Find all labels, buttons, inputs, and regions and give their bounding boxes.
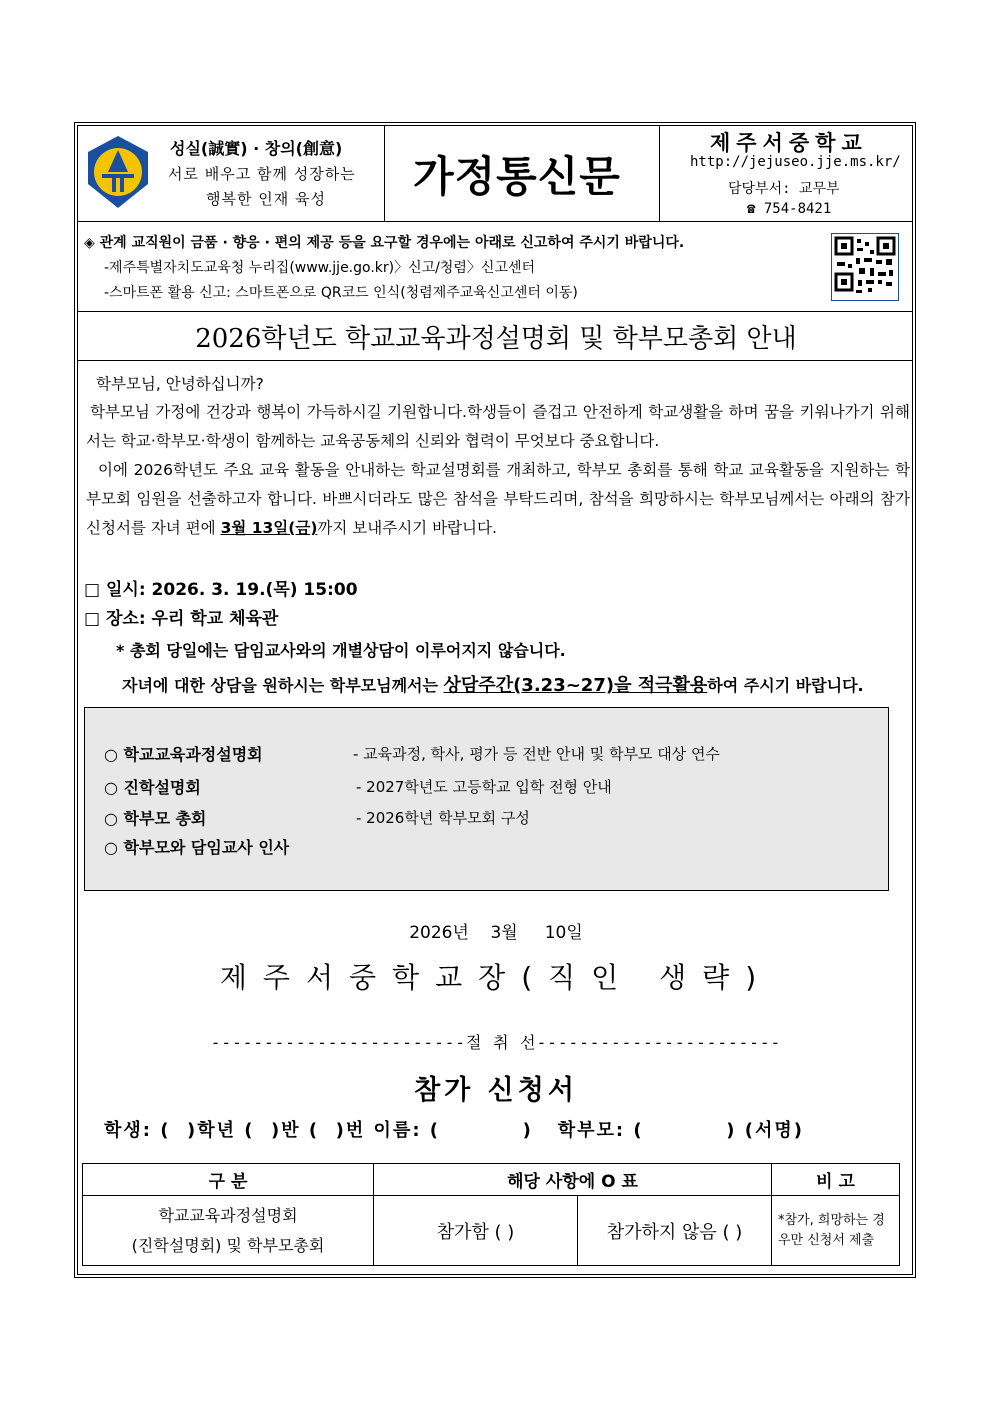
qr-code-icon xyxy=(831,233,899,301)
program-desc-2: - 2027학년도 고등학교 입학 전형 안내 xyxy=(356,778,612,796)
program-name-1: ○ 학교교육과정설명회 xyxy=(104,745,263,764)
table-header-mark: 해당 사항에 O 표 xyxy=(374,1164,772,1196)
application-table xyxy=(82,1163,900,1266)
paragraph-2-text-a: 이에 2026학년도 주요 교육 활동을 안내하는 학교설명회를 개최하고, 학부모 총회를 통해 학교 교육활동을 지원하는 학부모회 임원을 선출하고자 합니다. 바쁘시더라도 많은 참석을 부탁드리며, 참석을 희망하시는 학부모님께서는 아래의 참가신청서를 자녀 편에 xyxy=(86,461,910,537)
program-box xyxy=(84,707,889,891)
note-consultation-text-a: 자녀에 대한 상담을 원하시는 학부모님께서는 xyxy=(122,676,444,695)
paragraph-1: 학부모님 가정에 건강과 행복이 가득하시길 기원합니다.학생들이 즐겁고 안전하게 학교생활을 하며 꿈을 키워나가기 위해서는 학교·학부모·학생이 함께하는 교육공동체의 신뢰와 협력이 무엇보다 중요합니다. xyxy=(86,403,910,450)
motto-line-3: 행복한 인재 육성 xyxy=(206,190,326,208)
form-fields: 학생: ( )학년 ( )반 ( )번 이름: ( ) 학부모: ( ) (서명) xyxy=(104,1120,804,1141)
document-title: 2026학년도 학교교육과정설명회 및 학부모총회 안내 xyxy=(195,324,797,354)
school-name: 제주서중학교 xyxy=(710,131,868,155)
cut-line: ------------------------절 취 선----------------------- xyxy=(210,1033,782,1052)
header-divider-right xyxy=(659,125,660,221)
title-bottom-line xyxy=(77,360,913,361)
table-remarks-note: *참가, 희망하는 경우만 신청서 제출 xyxy=(772,1196,900,1266)
school-emblem-icon xyxy=(82,134,154,210)
event-date: □ 일시: 2026. 3. 19.(목) 15:00 xyxy=(84,580,358,600)
notice-main: ◈ 관계 교직원이 금품 · 향응 · 편의 제공 등을 요구할 경우에는 아래로 신고하여 주시기 바랍니다. xyxy=(84,235,685,251)
notice-line-1: -제주특별자치도교육청 누리집(www.jje.go.kr)〉신고/청렴〉신고센터 xyxy=(104,260,536,276)
table-row-label-line-2: (진학설명회) 및 학부모총회 xyxy=(131,1235,325,1255)
note-consultation-text-b: 하여 주시기 바랍니다. xyxy=(707,676,864,695)
school-phone: ☎ 754-8421 xyxy=(747,201,832,217)
motto-line-1: 성실(誠實) · 창의(創意) xyxy=(170,139,343,158)
note-consultation-week xyxy=(122,671,864,697)
deadline-date: 3월 13일(금) xyxy=(220,519,318,537)
program-name-4: ○ 학부모와 담임교사 인사 xyxy=(104,838,290,857)
principal-signature: 제주서중학교장(직인 생략) xyxy=(219,961,773,994)
table-header-category: 구 분 xyxy=(83,1164,374,1196)
program-desc-3: - 2026학년 학부모회 구성 xyxy=(356,809,530,827)
program-desc-1: - 교육과정, 학사, 평가 등 전반 안내 및 학부모 대상 연수 xyxy=(353,745,720,763)
consultation-week-emphasis: 상담주간(3.23~27)을 적극활용 xyxy=(443,675,708,696)
notice-bottom-line xyxy=(77,311,913,312)
issue-date: 2026년 3월 10일 xyxy=(409,923,583,943)
header-bottom-line xyxy=(77,221,913,222)
paragraph-2 xyxy=(86,456,910,543)
school-url: http://jejuseo.jje.ms.kr/ xyxy=(690,154,901,170)
table-row-label-line-1: 학교교육과정설명회 xyxy=(158,1205,298,1225)
header-divider-left xyxy=(384,125,385,221)
greeting: 학부모님, 안녕하십니까? xyxy=(96,375,264,393)
program-name-3: ○ 학부모 총회 xyxy=(104,809,207,828)
program-name-2: ○ 진학설명회 xyxy=(104,778,201,797)
option-attend[interactable]: 참가함 ( ) xyxy=(374,1196,578,1266)
paragraph-2-text-b: 까지 보내주시기 바랍니다. xyxy=(317,519,497,537)
event-place: □ 장소: 우리 학교 체육관 xyxy=(84,609,279,629)
newsletter-title: 가정통신문 xyxy=(413,152,621,201)
form-title: 참가 신청서 xyxy=(414,1075,578,1106)
notice-line-2: -스마트폰 활용 신고: 스마트폰으로 QR코드 인식(청렴제주교육신고센터 이동) xyxy=(104,285,578,301)
table-header-remarks: 비 고 xyxy=(772,1164,900,1196)
school-department: 담당부서: 교무부 xyxy=(728,181,840,197)
table-row-label xyxy=(83,1196,374,1266)
note-no-consultation: * 총회 당일에는 담임교사와의 개별상담이 이루어지지 않습니다. xyxy=(116,641,566,660)
motto-line-2: 서로 배우고 함께 성장하는 xyxy=(168,165,356,183)
option-absent[interactable]: 참가하지 않음 ( ) xyxy=(578,1196,772,1266)
